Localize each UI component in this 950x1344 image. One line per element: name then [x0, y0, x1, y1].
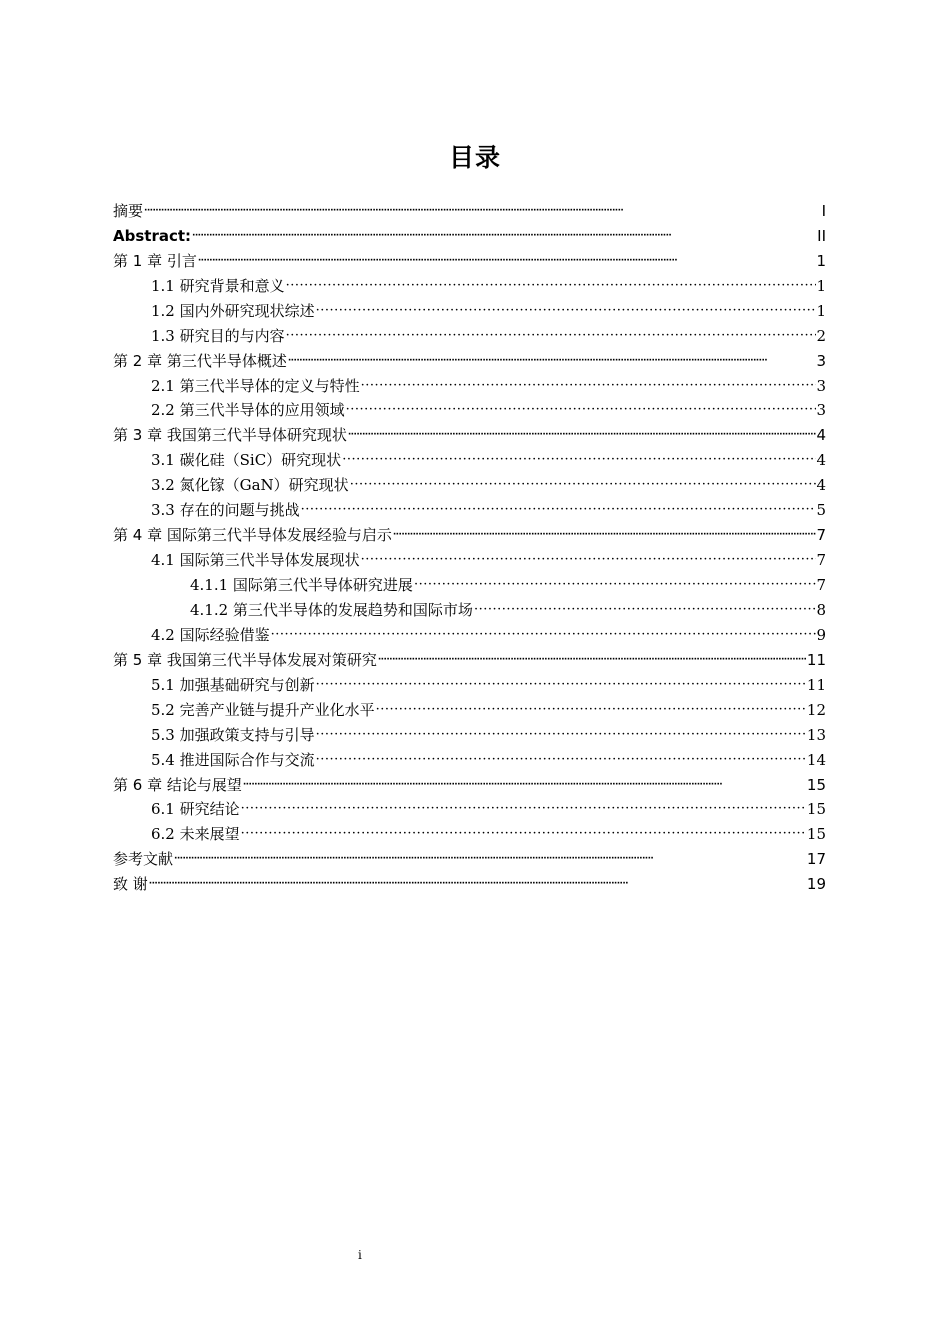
- toc-entry-page: 12: [806, 700, 826, 719]
- toc-entry-label: 1.2 国内外研究现状综述: [151, 301, 315, 320]
- toc-entry-page: 15: [806, 775, 826, 794]
- toc-entry-page: 4: [816, 426, 826, 445]
- toc-entry-page: 1: [816, 301, 826, 320]
- toc-entry[interactable]: [113, 847, 826, 872]
- toc-entry-page: 9: [816, 625, 826, 644]
- toc-entry[interactable]: [113, 773, 826, 798]
- dot-leader: [315, 723, 807, 748]
- toc-entry-label: 第 3 章 我国第三代半导体研究现状: [113, 426, 347, 445]
- dot-leader: [375, 698, 807, 723]
- toc-entry-label: 6.1 研究结论: [151, 800, 240, 819]
- toc-entry[interactable]: [113, 349, 826, 374]
- toc-entry-label: 3.2 氮化镓（GaN）研究现状: [151, 476, 349, 495]
- page-number: i: [358, 1248, 362, 1262]
- dot-leader: [392, 523, 817, 548]
- dot-leader: [413, 573, 817, 598]
- dot-leader: [377, 648, 807, 673]
- dot-leader: [473, 598, 817, 623]
- toc-entry[interactable]: [113, 723, 826, 748]
- toc-entry-label: 3.1 碳化硅（SiC）研究现状: [151, 451, 342, 470]
- toc-entry-label: 第 6 章 结论与展望: [113, 775, 242, 794]
- dot-leader: [315, 299, 817, 324]
- dot-leader: [347, 423, 817, 448]
- toc-entry[interactable]: [113, 299, 826, 324]
- dot-leader: [285, 274, 817, 299]
- toc-entry[interactable]: [113, 698, 826, 723]
- dot-leader: [300, 498, 817, 523]
- toc-entry-page: 15: [806, 800, 826, 819]
- toc-entry-page: 14: [806, 750, 826, 769]
- toc-entry-label: 4.1.1 国际第三代半导体研究进展: [190, 576, 413, 595]
- table-of-contents: [113, 199, 826, 897]
- toc-entry[interactable]: [113, 249, 826, 274]
- toc-entry-label: 第 5 章 我国第三代半导体发展对策研究: [113, 650, 377, 669]
- toc-entry-label: 第 2 章 第三代半导体概述: [113, 351, 287, 370]
- toc-entry-page: 5: [816, 501, 826, 520]
- toc-entry-page: 11: [806, 650, 826, 669]
- toc-entry[interactable]: [113, 573, 826, 598]
- toc-entry[interactable]: [113, 648, 826, 673]
- toc-entry[interactable]: [113, 498, 826, 523]
- toc-entry-label: 5.2 完善产业链与提升产业化水平: [151, 700, 375, 719]
- dot-leader: [360, 374, 817, 399]
- toc-entry[interactable]: [113, 548, 826, 573]
- dot-leader: [242, 773, 807, 798]
- dot-leader: [349, 473, 817, 498]
- toc-entry-page: II: [817, 226, 826, 245]
- toc-entry-page: 7: [816, 551, 826, 570]
- toc-entry-label: 5.1 加强基础研究与创新: [151, 675, 315, 694]
- toc-entry-page: 4: [816, 476, 826, 495]
- dot-leader: [360, 548, 817, 573]
- toc-entry-page: 15: [806, 825, 826, 844]
- toc-entry-page: 4: [816, 451, 826, 470]
- toc-entry[interactable]: [113, 673, 826, 698]
- toc-entry-label: 2.2 第三代半导体的应用领域: [151, 401, 345, 420]
- dot-leader: [287, 349, 817, 374]
- toc-entry-label: 致 谢: [113, 875, 148, 894]
- dot-leader: [285, 324, 817, 349]
- toc-entry-label: 6.2 未来展望: [151, 825, 240, 844]
- toc-entry[interactable]: [113, 224, 826, 249]
- dot-leader: [143, 199, 822, 224]
- toc-entry-page: 17: [806, 850, 826, 869]
- toc-entry-label: 5.4 推进国际合作与交流: [151, 750, 315, 769]
- toc-entry-page: 1: [816, 251, 826, 270]
- toc-entry-label: 2.1 第三代半导体的定义与特性: [151, 376, 360, 395]
- toc-entry[interactable]: [113, 374, 826, 399]
- toc-entry-label: Abstract:: [113, 226, 192, 245]
- dot-leader: [315, 748, 807, 773]
- dot-leader: [341, 448, 816, 473]
- dot-leader: [173, 847, 807, 872]
- toc-entry[interactable]: [113, 872, 826, 897]
- toc-entry-label: 1.1 研究背景和意义: [151, 276, 285, 295]
- toc-entry-label: 5.3 加强政策支持与引导: [151, 725, 315, 744]
- dot-leader: [240, 798, 807, 823]
- toc-entry-page: 13: [806, 725, 826, 744]
- dot-leader: [270, 623, 817, 648]
- toc-entry-label: 摘要: [113, 201, 144, 220]
- dot-leader: [148, 872, 807, 897]
- toc-entry[interactable]: [113, 423, 826, 448]
- toc-title: 目录: [448, 143, 501, 172]
- toc-entry-label: 参考文献: [113, 850, 174, 869]
- toc-entry-page: 7: [816, 526, 826, 545]
- toc-entry[interactable]: [113, 748, 826, 773]
- toc-entry[interactable]: [113, 274, 826, 299]
- toc-entry[interactable]: [113, 822, 826, 847]
- toc-entry[interactable]: [113, 324, 826, 349]
- toc-entry[interactable]: [113, 448, 826, 473]
- toc-entry-label: 3.3 存在的问题与挑战: [151, 501, 300, 520]
- toc-entry-page: I: [821, 201, 826, 220]
- toc-entry-label: 第 4 章 国际第三代半导体发展经验与启示: [113, 526, 392, 545]
- toc-entry[interactable]: [113, 598, 826, 623]
- toc-entry-label: 第 1 章 引言: [113, 251, 197, 270]
- toc-entry-label: 4.1 国际第三代半导体发展现状: [151, 551, 360, 570]
- toc-entry[interactable]: [113, 523, 826, 548]
- toc-entry[interactable]: [113, 798, 826, 823]
- toc-entry-page: 19: [806, 875, 826, 894]
- toc-entry-page: 2: [816, 326, 826, 345]
- toc-entry-label: 4.1.2 第三代半导体的发展趋势和国际市场: [190, 600, 473, 619]
- dot-leader: [240, 822, 807, 847]
- toc-entry[interactable]: [113, 399, 826, 424]
- dot-leader: [315, 673, 807, 698]
- toc-entry-page: 3: [816, 401, 826, 420]
- dot-leader: [345, 399, 817, 424]
- dot-leader: [191, 224, 817, 249]
- toc-entry-page: 8: [816, 600, 826, 619]
- toc-entry[interactable]: [113, 623, 826, 648]
- toc-entry[interactable]: [113, 473, 826, 498]
- toc-entry-page: 7: [816, 576, 826, 595]
- toc-entry[interactable]: [113, 199, 826, 224]
- toc-entry-page: 3: [816, 351, 826, 370]
- dot-leader: [197, 249, 817, 274]
- toc-entry-page: 11: [806, 675, 826, 694]
- toc-entry-label: 1.3 研究目的与内容: [151, 326, 285, 345]
- toc-entry-page: 1: [816, 276, 826, 295]
- toc-entry-label: 4.2 国际经验借鉴: [151, 625, 270, 644]
- toc-entry-page: 3: [816, 376, 826, 395]
